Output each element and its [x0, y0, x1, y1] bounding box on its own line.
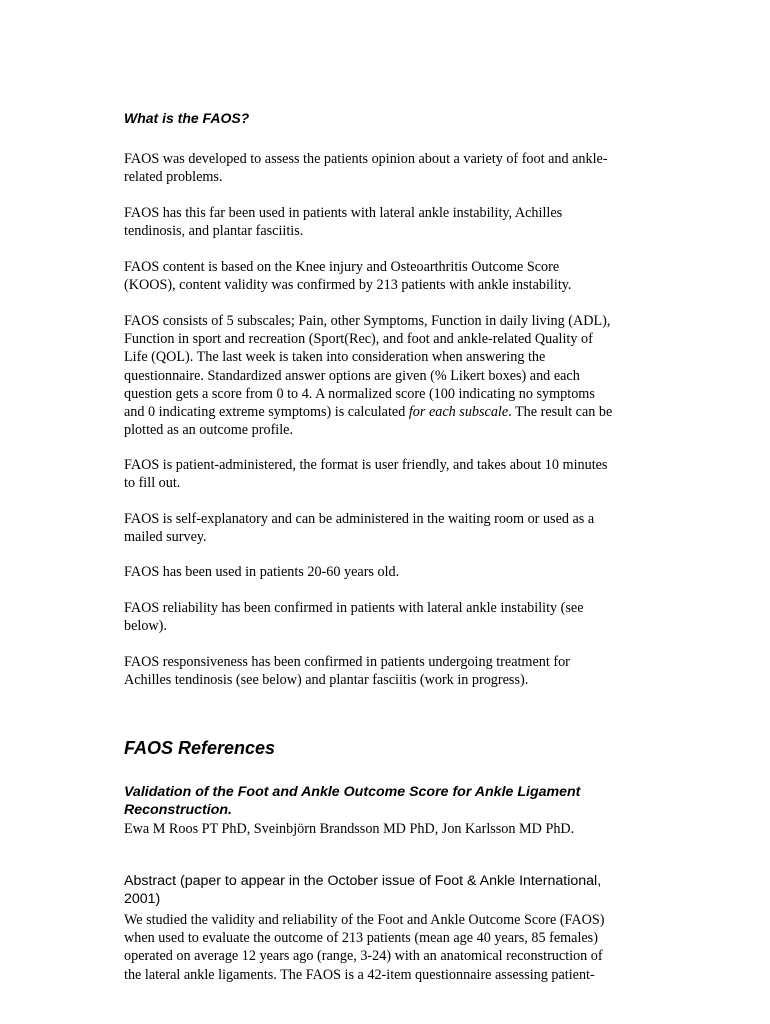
paragraph-age-range: FAOS has been used in patients 20-60 years old.	[124, 564, 400, 580]
reference-authors: Ewa M Roos PT PhD, Sveinbjörn Brandsson MD PhD, Jon Karlsson MD PhD.	[124, 821, 575, 837]
paragraph-responsiveness: FAOS responsiveness has been confirmed in patients undergoing treatment for Achilles tendinosis (see below) and plantar fasciitis (work in progress).	[124, 654, 570, 689]
reference-title: Validation of the Foot and Ankle Outcome Score for Ankle Ligament Reconstruction.	[124, 784, 581, 818]
paragraph-reliability: FAOS reliability has been confirmed in patients with lateral ankle instability (see below).	[124, 600, 584, 635]
abstract-body: We studied the validity and reliability of the Foot and Ankle Outcome Score (FAOS) when used to evaluate the outcome of 213 patients (mean age 40 years, 85 females) operated on average 12 years ago (range, 3-24) with an anatomical reconstruction of the lateral ankle ligaments. The FAOS is a 42-item questionnaire assessing patient-	[124, 912, 605, 983]
paragraph-administration: FAOS is patient-administered, the format is user friendly, and takes about 10 minutes to fill out.	[124, 457, 608, 492]
paragraph-usage: FAOS has this far been used in patients with lateral ankle instability, Achilles tendinosis, and plantar fasciitis.	[124, 205, 563, 240]
section-title-what-is-faos: What is the FAOS?	[124, 110, 250, 126]
paragraph-purpose: FAOS was developed to assess the patients opinion about a variety of foot and ankle- related problems.	[124, 151, 608, 186]
emphasis-for-each-subscale: for each subscale	[408, 404, 509, 421]
abstract-heading: Abstract (paper to appear in the October issue of Foot & Ankle International, 2001)	[124, 873, 602, 907]
paragraph-subscales: FAOS consists of 5 subscales; Pain, other Symptoms, Function in daily living (ADL), Function in sport and recreation (Sport(Rec), and foot and ankle-related Quality of Life (QOL). The last week is taken into consideration when answering the questionnaire. Standardized answer options are given (% Likert boxes) and each question gets a score from 0 to 4. A normalized score (100 indicating no symptoms and 0 indicating extreme symptoms) is calculated for each subscale. The result can be plotted as an outcome profile.	[124, 313, 613, 439]
paragraph-self-explanatory: FAOS is self-explanatory and can be administered in the waiting room or used as a mailed survey.	[124, 511, 595, 546]
section-title-faos-references: FAOS References	[124, 738, 276, 758]
paragraph-content: FAOS content is based on the Knee injury and Osteoarthritis Outcome Score (KOOS), content validity was confirmed by 213 patients with ankle instability.	[124, 259, 572, 294]
